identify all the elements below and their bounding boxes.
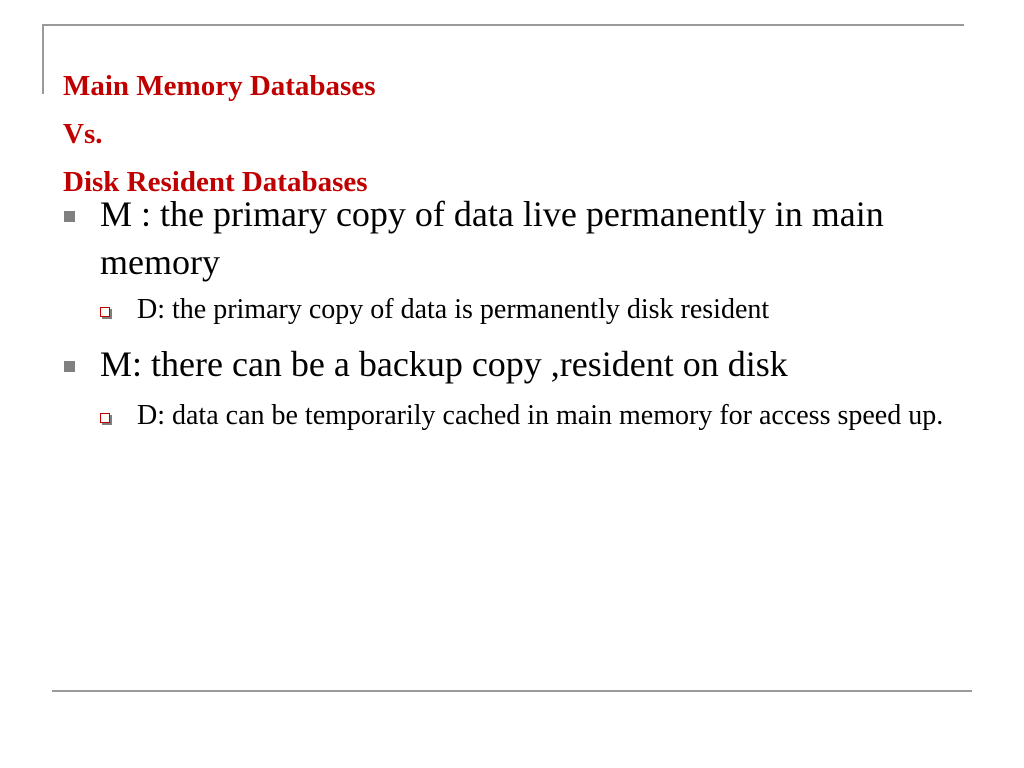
bullet-list xyxy=(62,190,962,436)
hollow-square-bullet-icon xyxy=(100,307,110,317)
slide-title xyxy=(63,62,376,206)
sub-bullet-item-1 xyxy=(62,290,962,330)
filled-square-bullet-icon xyxy=(64,211,75,222)
sub-bullet-item-2 xyxy=(62,396,962,436)
title-line-1: Main Memory Databases xyxy=(63,70,376,102)
top-rule xyxy=(42,24,964,26)
bottom-rule xyxy=(52,690,972,692)
bullet-text-2: M: there can be a backup copy ,resident on disk xyxy=(100,344,788,384)
title-line-2: Vs. xyxy=(63,118,103,150)
left-rule xyxy=(42,24,44,94)
filled-square-bullet-icon xyxy=(64,361,75,372)
hollow-square-bullet-icon xyxy=(100,413,110,423)
sub-bullet-text-1: D: the primary copy of data is permanently disk resident xyxy=(137,294,770,325)
sub-bullet-text-2: D: data can be temporarily cached in main memory for access speed up. xyxy=(137,400,944,431)
bullet-text-1: M : the primary copy of data live permanently in main memory xyxy=(100,194,884,282)
bullet-item-2 xyxy=(62,340,962,388)
title-line-3: Disk Resident Databases xyxy=(63,166,368,198)
bullet-item-1 xyxy=(62,190,962,286)
